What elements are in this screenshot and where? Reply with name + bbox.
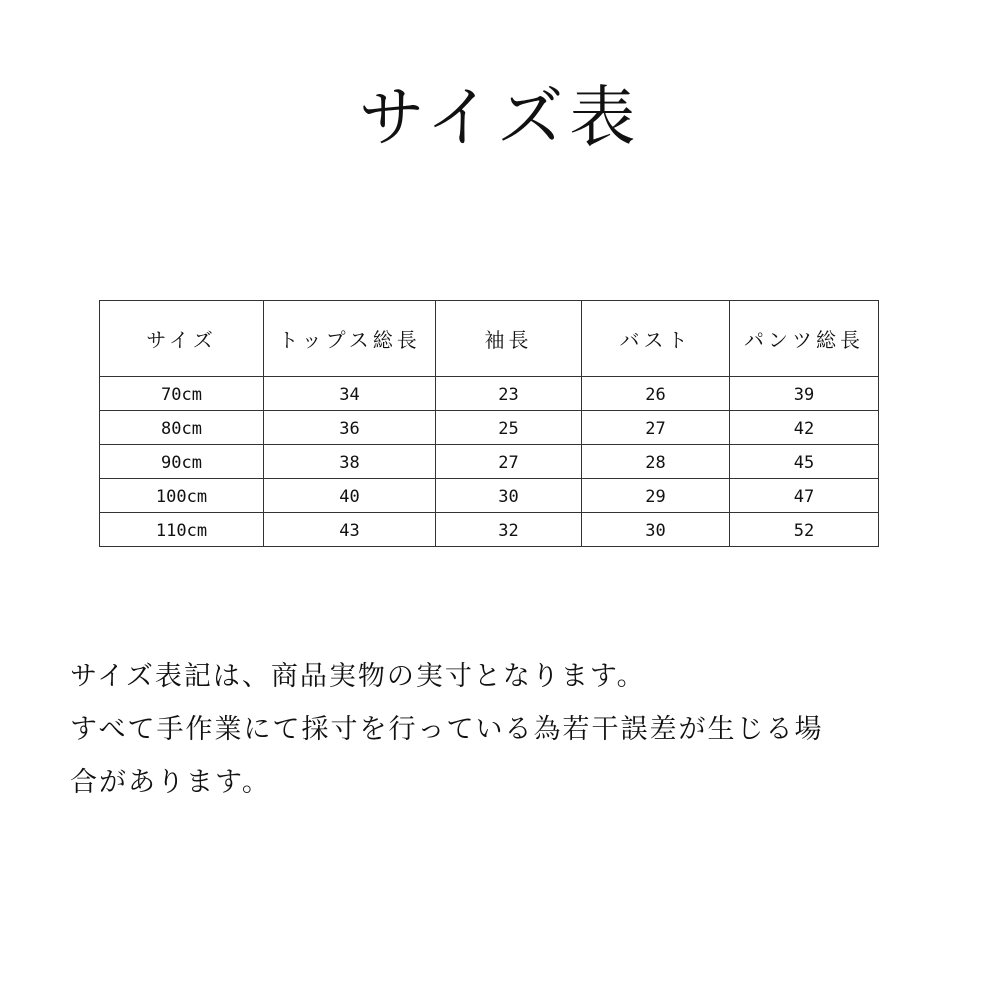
table-cell: 26 [582, 377, 730, 411]
table-cell: 23 [436, 377, 582, 411]
table-cell: 38 [264, 445, 436, 479]
table-header-row [100, 301, 879, 377]
header-pants-length: パンツ総長 [730, 301, 879, 377]
header-bust: バスト [582, 301, 730, 377]
note-line: サイズ表記は、商品実物の実寸となります。 [70, 661, 646, 692]
table-cell: 90cm [100, 445, 264, 479]
table-row [100, 411, 879, 445]
table-row [100, 445, 879, 479]
table-cell: 52 [730, 513, 879, 547]
size-note [70, 650, 950, 809]
page-title: サイズ表 [358, 79, 642, 156]
size-table [99, 300, 879, 547]
table-cell: 47 [730, 479, 879, 513]
table-cell: 80cm [100, 411, 264, 445]
header-size: サイズ [100, 301, 264, 377]
table-cell: 42 [730, 411, 879, 445]
table-cell: 32 [436, 513, 582, 547]
note-line: すべて手作業にて採寸を行っている為若干誤差が生じる場 [70, 714, 824, 745]
note-line: 合があります。 [70, 767, 271, 798]
header-sleeve-length: 袖長 [436, 301, 582, 377]
table-cell: 110cm [100, 513, 264, 547]
table-cell: 100cm [100, 479, 264, 513]
table-cell: 25 [436, 411, 582, 445]
table-cell: 27 [582, 411, 730, 445]
table-cell: 28 [582, 445, 730, 479]
table-cell: 45 [730, 445, 879, 479]
table-cell: 29 [582, 479, 730, 513]
table-cell: 39 [730, 377, 879, 411]
table-cell: 43 [264, 513, 436, 547]
table-cell: 34 [264, 377, 436, 411]
table-cell: 30 [582, 513, 730, 547]
table-row [100, 513, 879, 547]
table-cell: 70cm [100, 377, 264, 411]
table-cell: 36 [264, 411, 436, 445]
table-row [100, 479, 879, 513]
table-cell: 40 [264, 479, 436, 513]
table-cell: 27 [436, 445, 582, 479]
header-tops-length: トップス総長 [264, 301, 436, 377]
table-cell: 30 [436, 479, 582, 513]
table-row [100, 377, 879, 411]
